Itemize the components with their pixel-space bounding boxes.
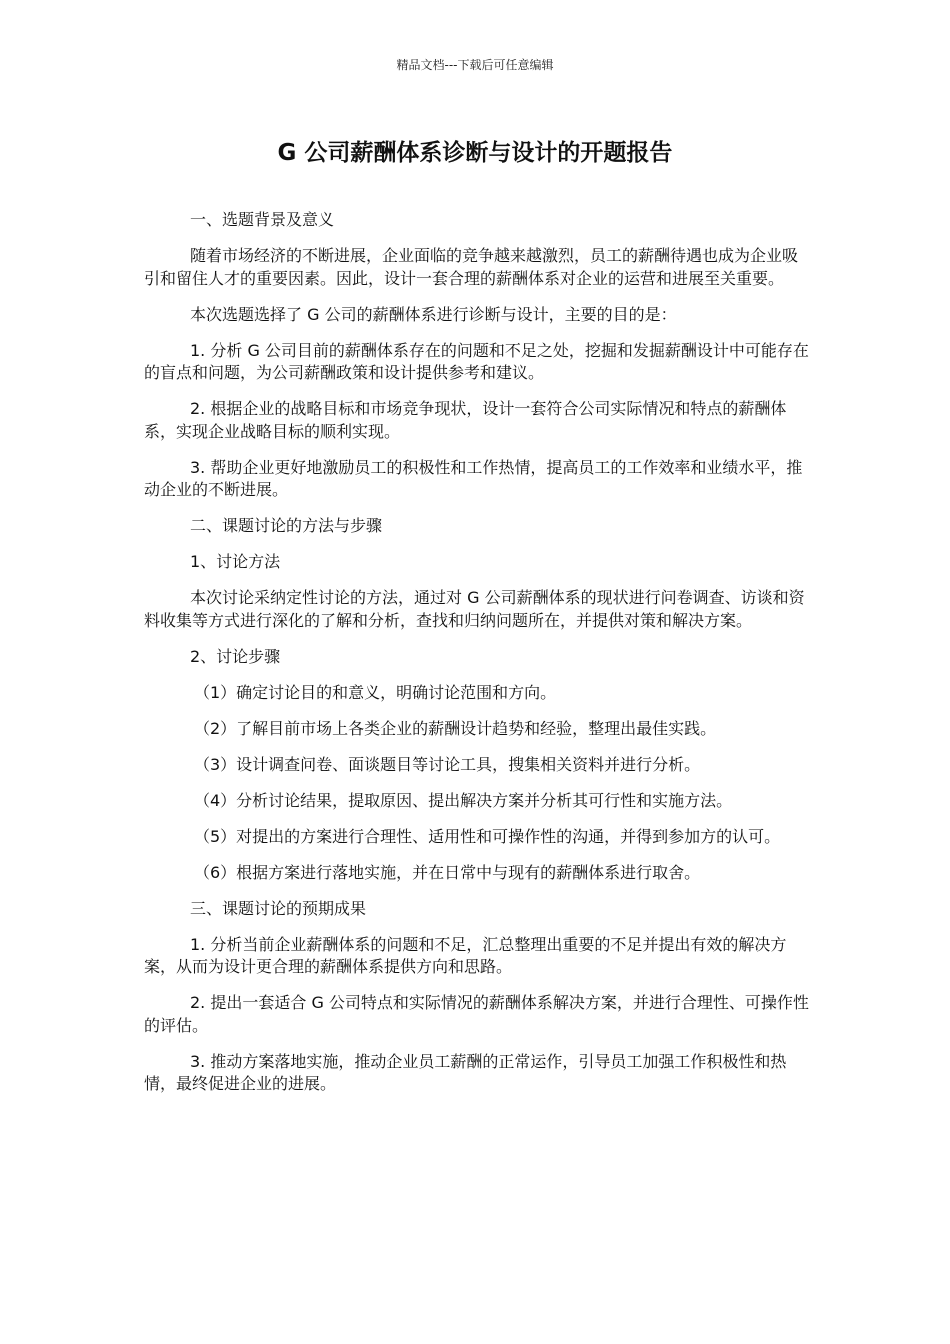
step-item-4: （4）分析讨论结果，提取原因、提出解决方案并分析其可行性和实施方法。 (194, 790, 733, 810)
purpose-item-2: 2. 根据企业的战略目标和市场竞争现状，设计一套符合公司实际情况和特点的薪酬体系，实现企业战略目标的顺利实现。 (144, 399, 787, 441)
step-item-3: （3）设计调查问卷、面谈题目等讨论工具，搜集相关资料并进行分析。 (194, 754, 701, 774)
outcome-item-1: 1. 分析当前企业薪酬体系的问题和不足，汇总整理出重要的不足并提出有效的解决方案，从而为设计更合理的薪酬体系提供方向和思路。 (144, 934, 787, 976)
outcome-item-2: 2. 提出一套适合 G 公司特点和实际情况的薪酬体系解决方案，并进行合理性、可操作性的评估。 (144, 993, 809, 1035)
outcome-item-3: 3. 推动方案落地实施，推动企业员工薪酬的正常运作，引导员工加强工作积极性和热情，最终促进企业的进展。 (144, 1051, 787, 1093)
section-heading-background: 一、选题背景及意义 (190, 210, 335, 229)
subheading-method: 1、讨论方法 (190, 552, 281, 571)
document-title: G 公司薪酬体系诊断与设计的开题报告 (277, 140, 673, 166)
purpose-item-3: 3. 帮助企业更好地激励员工的积极性和工作热情，提高员工的工作效率和业绩水平，推动企业的不断进展。 (144, 457, 803, 499)
paragraph-background: 随着市场经济的不断进展，企业面临的竞争越来越激烈，员工的薪酬待遇也成为企业吸引和留住人才的重要因素。因此，设计一套合理的薪酬体系对企业的运营和进展至关重要。 (144, 246, 799, 288)
purpose-item-1: 1. 分析 G 公司目前的薪酬体系存在的问题和不足之处，挖掘和发掘薪酬设计中可能存在的盲点和问题，为公司薪酬政策和设计提供参考和建议。 (144, 340, 809, 382)
step-item-5: （5）对提出的方案进行合理性、适用性和可操作性的沟通，并得到参加方的认可。 (194, 826, 781, 846)
header-note: 精品文档---下载后可任意编辑 (396, 58, 554, 72)
step-item-1: （1）确定讨论目的和意义，明确讨论范围和方向。 (194, 682, 557, 702)
paragraph-method: 本次讨论采纳定性讨论的方法，通过对 G 公司薪酬体系的现状进行问卷调查、访谈和资料收集等方式进行深化的了解和分析，查找和归纳问题所在，并提供对策和解决方案。 (144, 588, 805, 630)
paragraph-purpose-intro: 本次选题选择了 G 公司的薪酬体系进行诊断与设计，主要的目的是： (190, 304, 677, 324)
subheading-steps: 2、讨论步骤 (190, 646, 281, 666)
document-body (144, 209, 810, 1109)
section-heading-methods: 二、课题讨论的方法与步骤 (190, 516, 383, 535)
step-item-6: （6）根据方案进行落地实施，并在日常中与现有的薪酬体系进行取舍。 (194, 862, 701, 882)
section-heading-outcomes: 三、课题讨论的预期成果 (190, 898, 367, 918)
step-item-2: （2）了解目前市场上各类企业的薪酬设计趋势和经验，整理出最佳实践。 (194, 718, 717, 738)
